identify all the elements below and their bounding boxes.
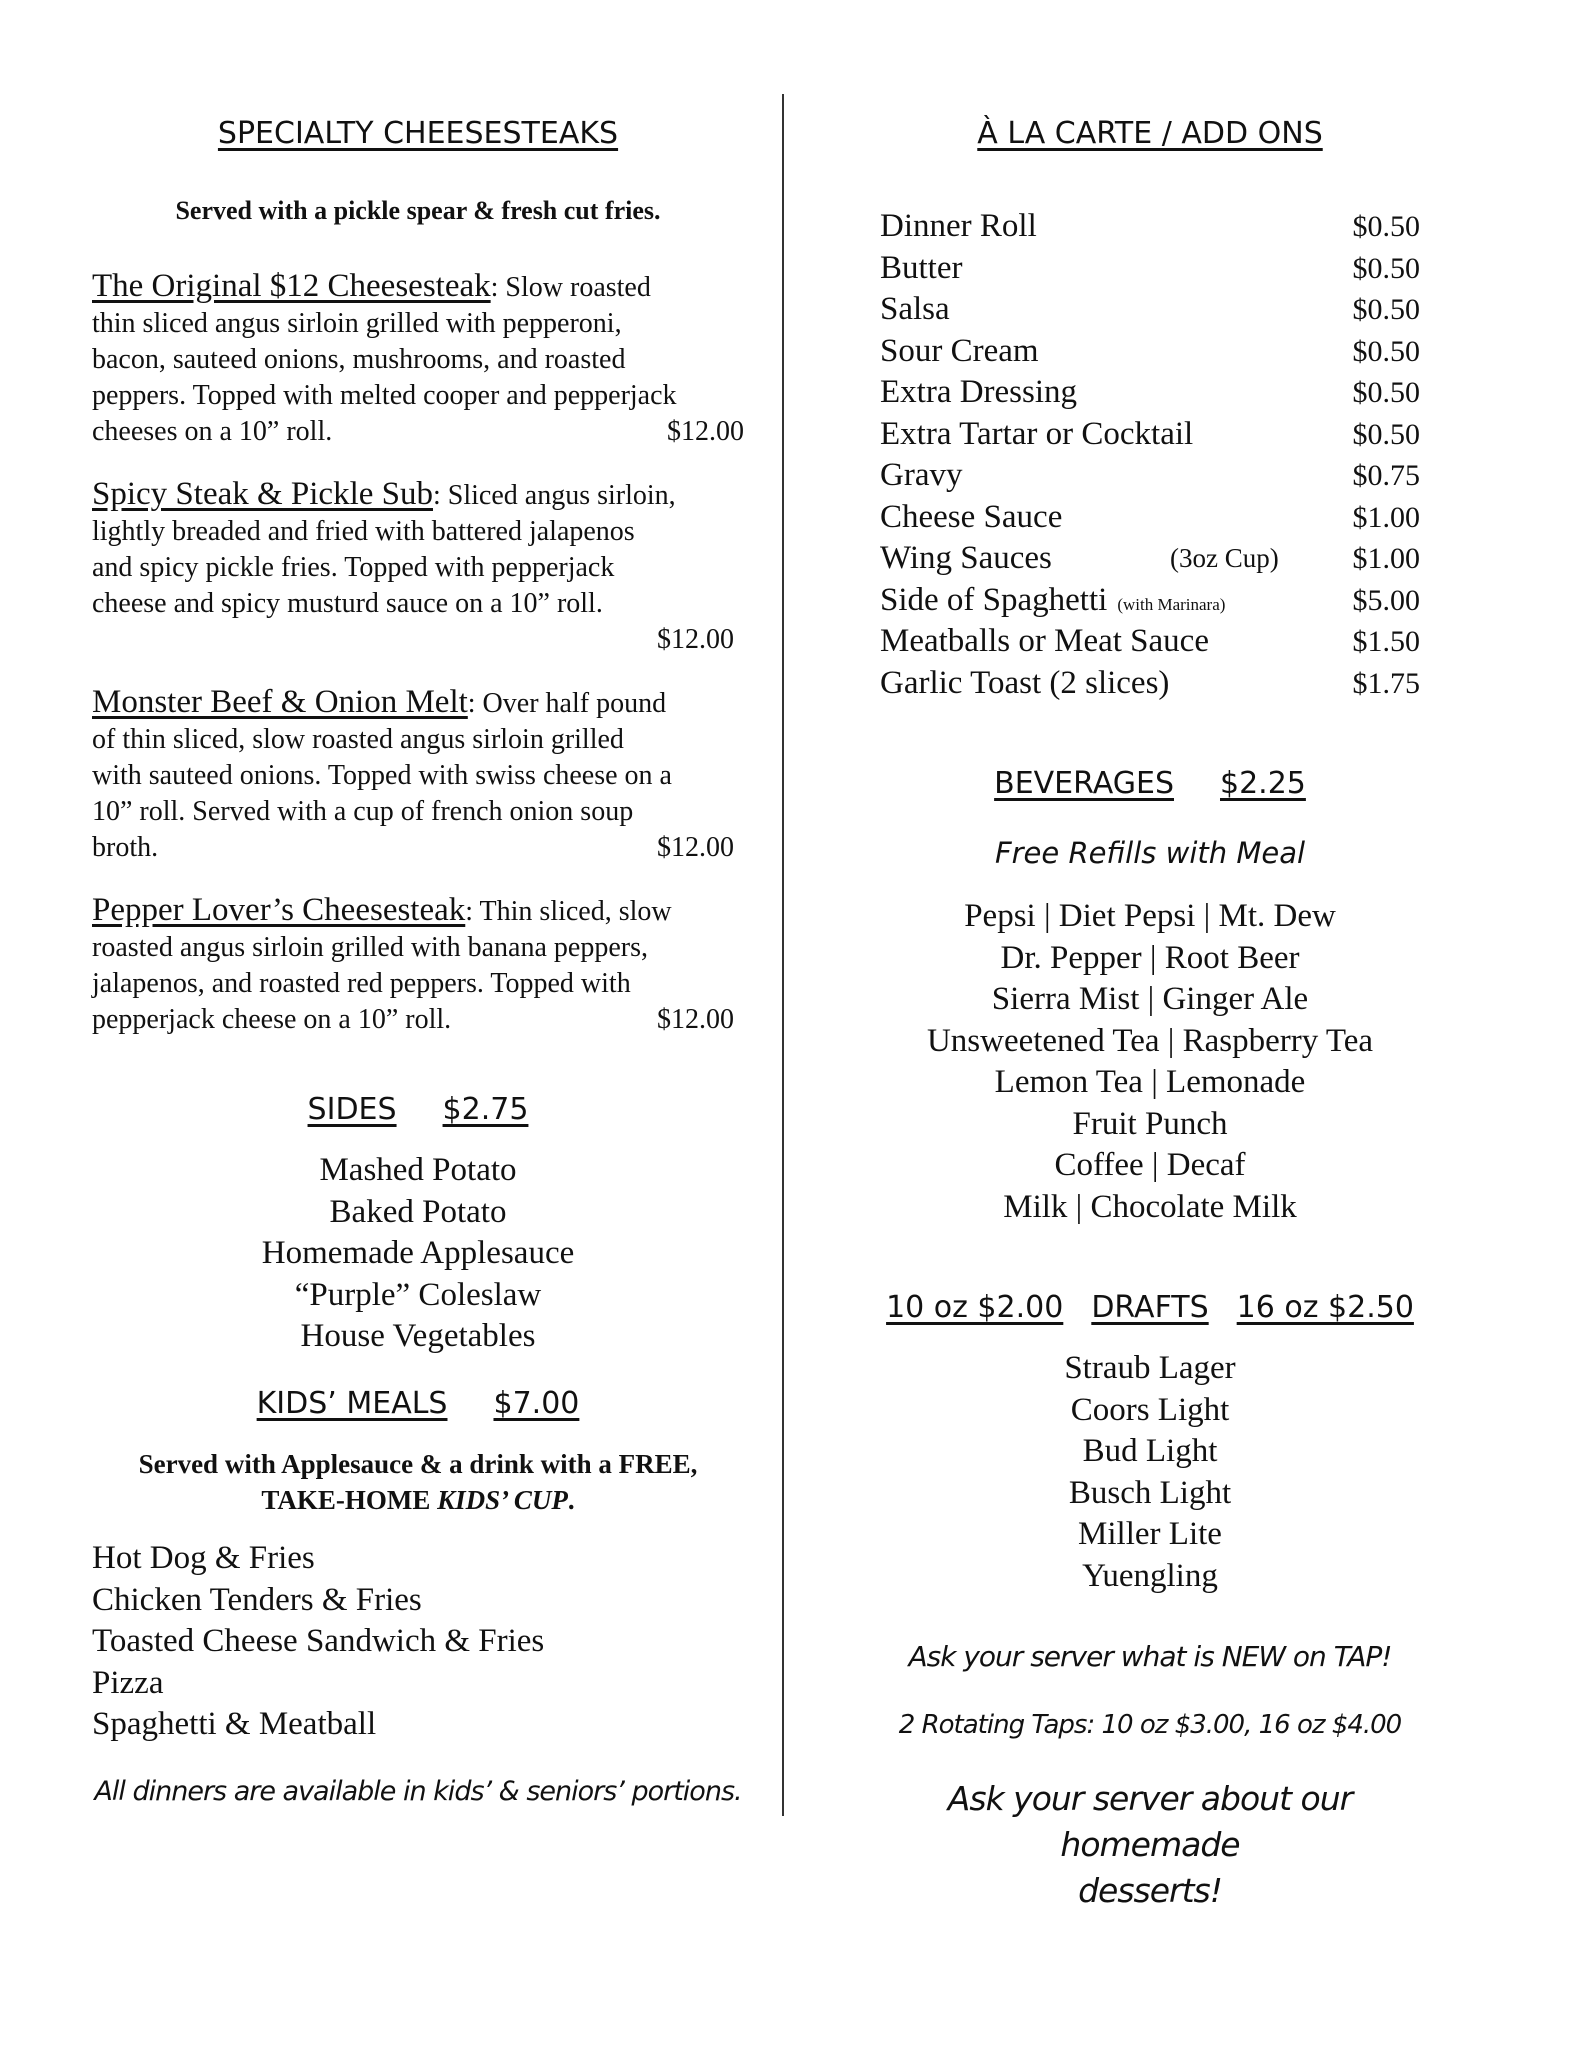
item-desc: of thin sliced, slow roasted angus sirloin grilled [92,724,624,755]
item-desc: 10” roll. Served with a cup of french onion soup [92,796,634,827]
carte-list [880,206,1420,704]
kids-served-prefix: TAKE-HOME [261,1485,438,1515]
item-desc: and spicy pickle fries. Topped with pepperjack [92,552,615,583]
item-price: $0.50 [1352,293,1420,326]
list-item: Hot Dog & Fries [92,1540,315,1576]
kids-price: $7.00 [493,1386,580,1421]
list-item: Spaghetti & Meatball [92,1706,377,1742]
list-item: Chicken Tenders & Fries [92,1581,422,1618]
list-item: Milk | Chocolate Milk [1003,1188,1297,1225]
list-item [880,414,1420,456]
desserts-line: Ask your server about our homemade [947,1779,1353,1864]
ask-new-on-tap: Ask your server what is NEW on TAP! [908,1640,1392,1673]
item-name: Side of Spaghetti [880,581,1108,618]
beverages-header [880,766,1420,801]
desserts-note [880,1776,1420,1914]
item-name: Butter [880,249,963,286]
kids-served-with [92,1446,744,1518]
list-item: Yuengling [1082,1557,1218,1594]
item-name: Meatballs or Meat Sauce [880,623,1209,659]
item-price: $5.00 [1352,583,1420,617]
sides-title: SIDES [307,1092,397,1127]
drafts-small-price: 10 oz $2.00 [886,1290,1064,1325]
item-price: $12.00 [667,416,744,447]
item-desc: bacon, sauteed onions, mushrooms, and roasted [92,344,626,375]
menu-item-monster-beef [92,684,744,866]
item-desc: peppers. Topped with melted cooper and pepperjack [92,380,677,411]
item-price: $1.00 [1352,500,1420,534]
item-desc: cheese and spicy musturd sauce on a 10” roll. [92,588,603,619]
drafts-large-price: 16 oz $2.50 [1236,1290,1414,1325]
item-name: Pepper Lover’s Cheesesteak [92,892,466,928]
list-item [880,206,1420,248]
kids-served-suffix: . [567,1485,575,1515]
item-desc: lightly breaded and fried with battered jalapenos [92,516,635,547]
item-price: $0.75 [1352,459,1420,492]
item-desc: roasted angus sirloin grilled with banana peppers, [92,932,648,963]
drafts-header [880,1290,1420,1325]
beverages-list [880,896,1420,1228]
beverages-price: $2.25 [1220,766,1306,801]
kids-header [92,1386,744,1421]
item-desc: pepperjack cheese on a 10” roll. [92,1004,452,1035]
list-item [880,538,1420,580]
sides-list [92,1150,744,1358]
carte-title: À LA CARTE / ADD ONS [977,116,1323,151]
item-name: Gravy [880,457,963,493]
menu-item-original [92,268,744,450]
list-item: Dr. Pepper | Root Beer [1000,939,1300,976]
item-desc: : Sliced angus sirloin, [433,480,676,511]
list-item: Bud Light [1082,1433,1218,1469]
sides-header [92,1092,744,1127]
list-item: Coors Light [1070,1391,1230,1428]
beverages-subtitle: Free Refills with Meal [994,836,1306,870]
item-price: $1.50 [1352,625,1420,658]
item-name: Salsa [880,291,950,327]
rotating-taps: 2 Rotating Taps: 10 oz $3.00, 16 oz $4.00 [898,1710,1402,1740]
list-item: Pizza [92,1664,164,1701]
list-item [880,289,1420,331]
kids-served-line: Served with Applesauce & a drink with a FREE, [138,1449,698,1479]
item-desc: with sauteed onions. Topped with swiss cheese on a [92,760,672,791]
item-price: $1.75 [1352,666,1420,700]
list-item: House Vegetables [300,1318,536,1354]
kids-title: KIDS’ MEALS [256,1386,448,1421]
menu-item-pepper-lover [92,892,744,1038]
list-item [880,455,1420,497]
item-price: $12.00 [657,1004,734,1035]
item-desc: : Slow roasted [490,272,651,303]
list-item: Unsweetened Tea | Raspberry Tea [926,1022,1374,1059]
item-desc: thin sliced angus sirloin grilled with pepperoni, [92,308,622,339]
item-name: Monster Beef & Onion Melt [92,684,468,720]
list-item [880,621,1420,663]
item-name: Extra Tartar or Cocktail [880,415,1194,452]
item-price: $0.50 [1352,376,1420,409]
item-price: $1.00 [1352,542,1420,575]
item-desc: cheeses on a 10” roll. [92,416,333,447]
list-item: “Purple” Coleslaw [294,1276,542,1313]
item-desc: jalapenos, and roasted red peppers. Topped with [92,968,631,999]
item-name: Sour Cream [880,332,1039,369]
item-price: $0.50 [1352,417,1420,451]
item-price: $0.50 [1352,251,1420,285]
list-item [880,580,1420,622]
item-price: $0.50 [1352,210,1420,243]
drafts-title: DRAFTS [1091,1290,1209,1325]
list-item: Coffee | Decaf [1054,1147,1246,1183]
list-item: Baked Potato [329,1193,507,1230]
list-item: Sierra Mist | Ginger Ale [991,981,1309,1017]
list-item: Toasted Cheese Sandwich & Fries [92,1623,545,1659]
specialty-served-with: Served with a pickle spear & fresh cut fries. [175,196,661,225]
item-desc: broth. [92,832,159,863]
kids-served-line [92,1482,744,1518]
item-name: Spicy Steak & Pickle Sub [92,476,433,512]
column-divider [782,94,784,1816]
item-name: Garlic Toast (2 slices) [880,664,1170,701]
list-item: Mashed Potato [319,1152,517,1188]
item-price: $12.00 [657,832,734,863]
item-name: Dinner Roll [880,208,1037,244]
item-name: Wing Sauces [880,540,1052,576]
item-price: $0.50 [1352,334,1420,368]
desserts-line: desserts! [1078,1871,1222,1910]
list-item: Miller Lite [1078,1516,1222,1552]
kids-list [92,1538,744,1746]
beverages-title: BEVERAGES [994,766,1174,801]
drafts-list [880,1348,1420,1597]
item-name: Cheese Sauce [880,498,1063,535]
list-item: Straub Lager [1064,1350,1236,1386]
item-note: (with Marinara) [1117,594,1226,614]
item-note: (3oz Cup) [1170,543,1279,573]
item-name: The Original $12 Cheesesteak [92,268,491,304]
specialty-title: SPECIALTY CHEESESTEAKS [217,116,619,151]
list-item: Lemon Tea | Lemonade [994,1064,1306,1100]
list-item [880,663,1420,705]
list-item [880,331,1420,373]
list-item: Homemade Applesauce [261,1235,575,1271]
list-item: Pepsi | Diet Pepsi | Mt. Dew [964,898,1336,934]
list-item [880,372,1420,414]
list-item [880,248,1420,290]
sides-price: $2.75 [442,1092,529,1127]
list-item: Fruit Punch [1072,1105,1228,1142]
menu-item-spicy-steak [92,476,744,658]
list-item [880,497,1420,539]
list-item: Busch Light [1068,1474,1232,1511]
item-desc: : Thin sliced, slow [465,896,672,927]
kids-footnote: All dinners are available in kids’ & seniors’ portions. [94,1776,742,1807]
kids-cup-emphasis: KIDS’ CUP [437,1485,568,1515]
item-price: $12.00 [657,624,734,655]
item-desc: : Over half pound [467,688,667,719]
item-name: Extra Dressing [880,374,1078,410]
